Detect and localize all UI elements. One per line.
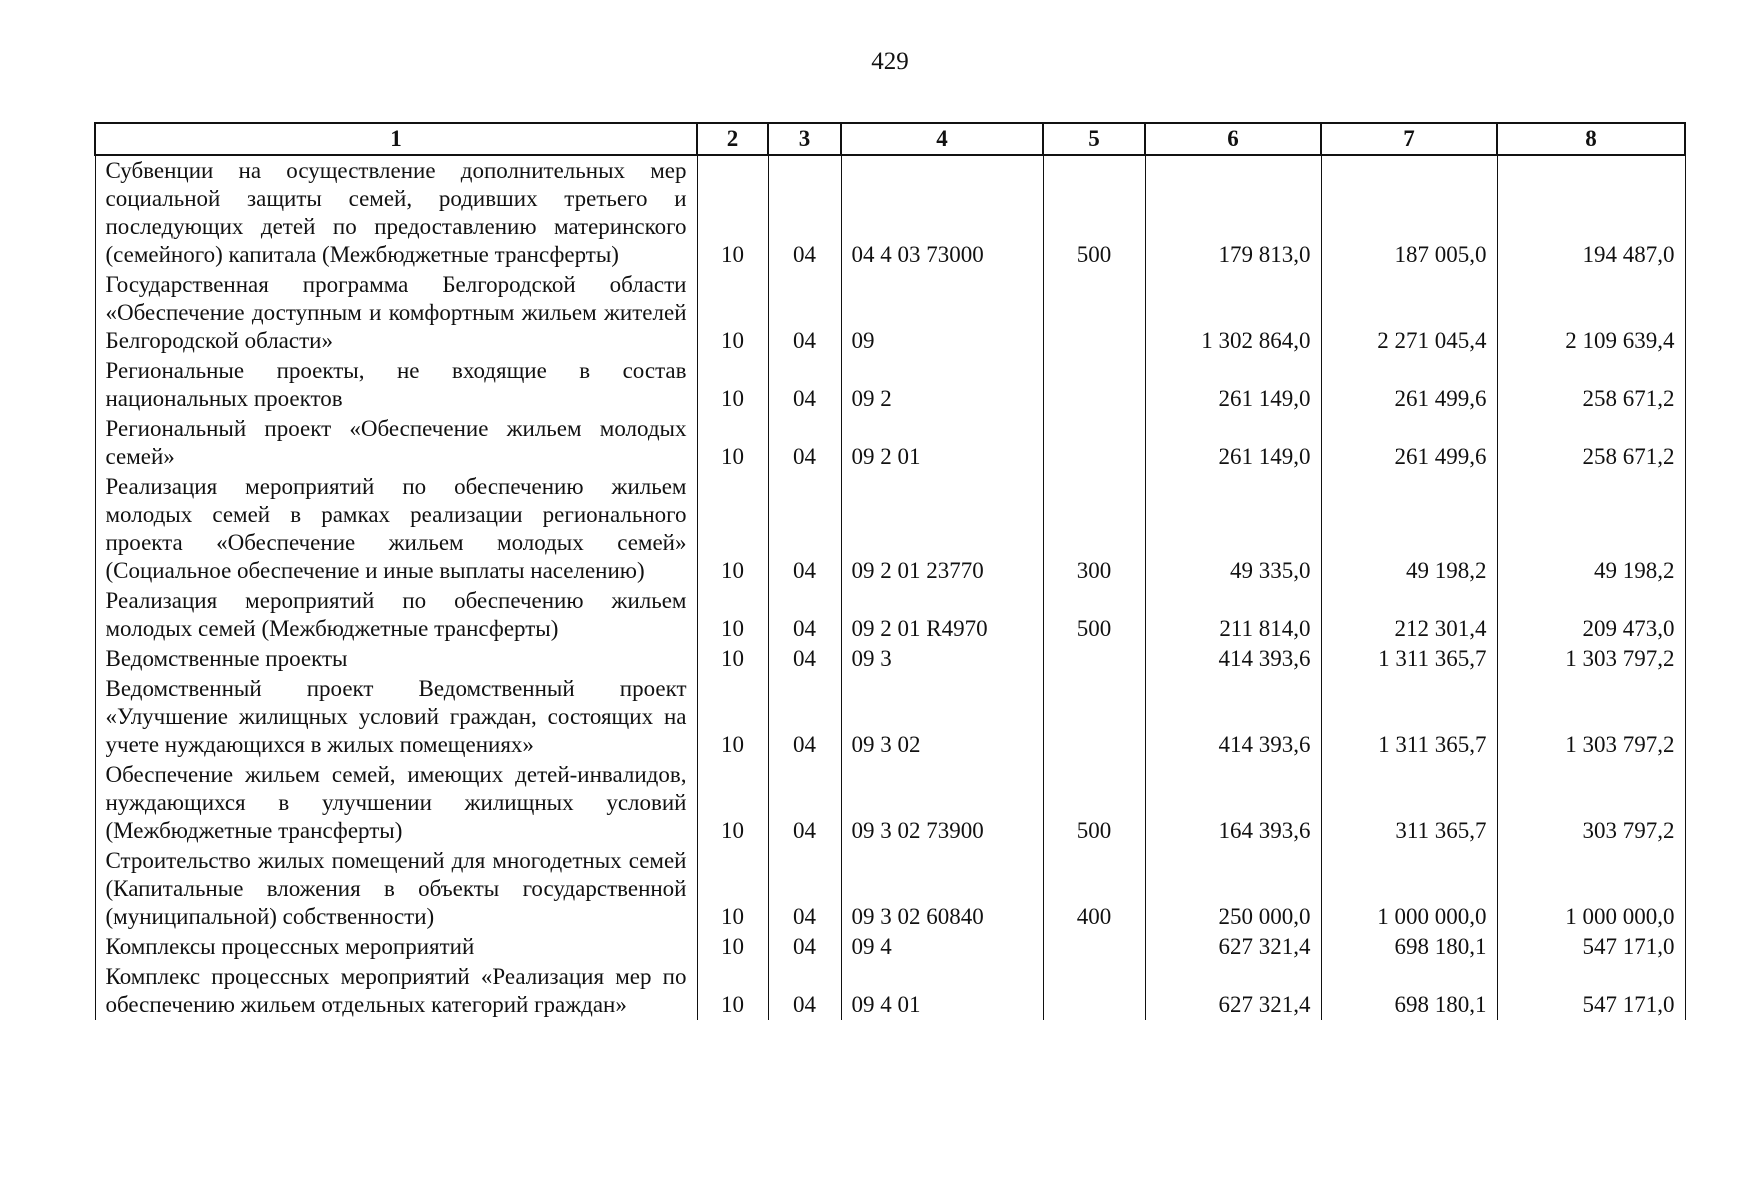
year-2-amount-cell: 1 000 000,0 [1321, 846, 1497, 932]
section-cell: 10 [697, 846, 768, 932]
row-name-cell: Комплекс процессных мероприятий «Реализация мер по обеспечению жильем отдельных категорий граждан» [95, 962, 697, 1020]
row-name-cell: Ведомственные проекты [95, 644, 697, 674]
subsection-cell: 04 [768, 674, 841, 760]
year-2-amount-cell: 261 499,6 [1321, 356, 1497, 414]
table-row [95, 270, 1685, 356]
header-col-6: 6 [1145, 123, 1321, 155]
subsection-cell: 04 [768, 414, 841, 472]
header-row [95, 123, 1685, 155]
year-2-amount-cell: 311 365,7 [1321, 760, 1497, 846]
target-article-cell: 09 [841, 270, 1043, 356]
row-name-cell: Региональные проекты, не входящие в состав национальных проектов [95, 356, 697, 414]
row-name-cell: Субвенции на осуществление дополнительных мер социальной защиты семей, родивших третьего и последующих детей по предоставлению материнского (семейного) капитала (Межбюджетные трансферты) [95, 155, 697, 270]
section-cell: 10 [697, 356, 768, 414]
year-3-amount-cell: 547 171,0 [1497, 962, 1685, 1020]
year-2-amount-cell: 212 301,4 [1321, 586, 1497, 644]
year-2-amount-cell: 261 499,6 [1321, 414, 1497, 472]
target-article-cell: 09 3 02 73900 [841, 760, 1043, 846]
row-name-cell: Комплексы процессных мероприятий [95, 932, 697, 962]
table-row [95, 586, 1685, 644]
header-col-5: 5 [1043, 123, 1145, 155]
subsection-cell: 04 [768, 586, 841, 644]
target-article-cell: 09 3 [841, 644, 1043, 674]
section-cell: 10 [697, 932, 768, 962]
year-3-amount-cell: 2 109 639,4 [1497, 270, 1685, 356]
section-cell: 10 [697, 472, 768, 586]
subsection-cell: 04 [768, 760, 841, 846]
page-number: 429 [871, 48, 909, 75]
table-row [95, 962, 1685, 1020]
section-cell: 10 [697, 270, 768, 356]
section-cell: 10 [697, 155, 768, 270]
year-1-amount-cell: 164 393,6 [1145, 760, 1321, 846]
year-2-amount-cell: 1 311 365,7 [1321, 644, 1497, 674]
target-article-cell: 09 4 01 [841, 962, 1043, 1020]
target-article-cell: 09 3 02 [841, 674, 1043, 760]
year-1-amount-cell: 261 149,0 [1145, 356, 1321, 414]
expense-type-cell [1043, 962, 1145, 1020]
year-1-amount-cell: 179 813,0 [1145, 155, 1321, 270]
year-2-amount-cell: 49 198,2 [1321, 472, 1497, 586]
expense-type-cell [1043, 674, 1145, 760]
table-row [95, 846, 1685, 932]
expense-type-cell: 400 [1043, 846, 1145, 932]
subsection-cell: 04 [768, 932, 841, 962]
target-article-cell: 09 2 01 [841, 414, 1043, 472]
year-1-amount-cell: 49 335,0 [1145, 472, 1321, 586]
year-1-amount-cell: 250 000,0 [1145, 846, 1321, 932]
section-cell: 10 [697, 414, 768, 472]
section-cell: 10 [697, 674, 768, 760]
expense-type-cell: 500 [1043, 760, 1145, 846]
expense-type-cell: 300 [1043, 472, 1145, 586]
expense-type-cell: 500 [1043, 586, 1145, 644]
table-row [95, 414, 1685, 472]
subsection-cell: 04 [768, 644, 841, 674]
table-row [95, 760, 1685, 846]
year-1-amount-cell: 211 814,0 [1145, 586, 1321, 644]
header-col-8: 8 [1497, 123, 1685, 155]
header-col-7: 7 [1321, 123, 1497, 155]
row-name-cell: Государственная программа Белгородской области «Обеспечение доступным и комфортным жильем жителей Белгородской области» [95, 270, 697, 356]
table-row [95, 356, 1685, 414]
expense-type-cell: 500 [1043, 155, 1145, 270]
subsection-cell: 04 [768, 472, 841, 586]
expense-type-cell [1043, 414, 1145, 472]
year-2-amount-cell: 1 311 365,7 [1321, 674, 1497, 760]
table-row [95, 932, 1685, 962]
row-name-cell: Региональный проект «Обеспечение жильем молодых семей» [95, 414, 697, 472]
section-cell: 10 [697, 586, 768, 644]
header-col-2: 2 [697, 123, 768, 155]
year-3-amount-cell: 547 171,0 [1497, 932, 1685, 962]
year-3-amount-cell: 258 671,2 [1497, 356, 1685, 414]
year-3-amount-cell: 49 198,2 [1497, 472, 1685, 586]
expense-type-cell [1043, 644, 1145, 674]
year-3-amount-cell: 194 487,0 [1497, 155, 1685, 270]
table-row [95, 674, 1685, 760]
year-2-amount-cell: 698 180,1 [1321, 932, 1497, 962]
year-2-amount-cell: 187 005,0 [1321, 155, 1497, 270]
header-col-3: 3 [768, 123, 841, 155]
year-1-amount-cell: 627 321,4 [1145, 962, 1321, 1020]
header-col-4: 4 [841, 123, 1043, 155]
year-1-amount-cell: 414 393,6 [1145, 644, 1321, 674]
subsection-cell: 04 [768, 846, 841, 932]
target-article-cell: 09 3 02 60840 [841, 846, 1043, 932]
expense-type-cell [1043, 932, 1145, 962]
year-1-amount-cell: 1 302 864,0 [1145, 270, 1321, 356]
section-cell: 10 [697, 644, 768, 674]
expense-type-cell [1043, 270, 1145, 356]
expense-type-cell [1043, 356, 1145, 414]
table-row [95, 644, 1685, 674]
year-3-amount-cell: 1 303 797,2 [1497, 674, 1685, 760]
year-3-amount-cell: 303 797,2 [1497, 760, 1685, 846]
year-1-amount-cell: 414 393,6 [1145, 674, 1321, 760]
section-cell: 10 [697, 962, 768, 1020]
target-article-cell: 09 2 [841, 356, 1043, 414]
budget-table [94, 122, 1686, 1020]
table-row [95, 472, 1685, 586]
target-article-cell: 09 2 01 23770 [841, 472, 1043, 586]
header-col-1: 1 [95, 123, 697, 155]
year-1-amount-cell: 627 321,4 [1145, 932, 1321, 962]
year-1-amount-cell: 261 149,0 [1145, 414, 1321, 472]
target-article-cell: 04 4 03 73000 [841, 155, 1043, 270]
row-name-cell: Строительство жилых помещений для многодетных семей (Капитальные вложения в объекты государственной (муниципальной) собственности) [95, 846, 697, 932]
row-name-cell: Реализация мероприятий по обеспечению жильем молодых семей в рамках реализации регионального проекта «Обеспечение жильем молодых семей» (Социальное обеспечение и иные выплаты населению) [95, 472, 697, 586]
subsection-cell: 04 [768, 270, 841, 356]
year-3-amount-cell: 1 303 797,2 [1497, 644, 1685, 674]
year-2-amount-cell: 698 180,1 [1321, 962, 1497, 1020]
year-2-amount-cell: 2 271 045,4 [1321, 270, 1497, 356]
year-3-amount-cell: 1 000 000,0 [1497, 846, 1685, 932]
subsection-cell: 04 [768, 155, 841, 270]
row-name-cell: Обеспечение жильем семей, имеющих детей-инвалидов, нуждающихся в улучшении жилищных условий (Межбюджетные трансферты) [95, 760, 697, 846]
subsection-cell: 04 [768, 356, 841, 414]
section-cell: 10 [697, 760, 768, 846]
subsection-cell: 04 [768, 962, 841, 1020]
table-row [95, 155, 1685, 270]
row-name-cell: Ведомственный проект Ведомственный проект «Улучшение жилищных условий граждан, состоящих на учете нуждающихся в жилых помещениях» [95, 674, 697, 760]
target-article-cell: 09 4 [841, 932, 1043, 962]
row-name-cell: Реализация мероприятий по обеспечению жильем молодых семей (Межбюджетные трансферты) [95, 586, 697, 644]
target-article-cell: 09 2 01 R4970 [841, 586, 1043, 644]
year-3-amount-cell: 258 671,2 [1497, 414, 1685, 472]
year-3-amount-cell: 209 473,0 [1497, 586, 1685, 644]
